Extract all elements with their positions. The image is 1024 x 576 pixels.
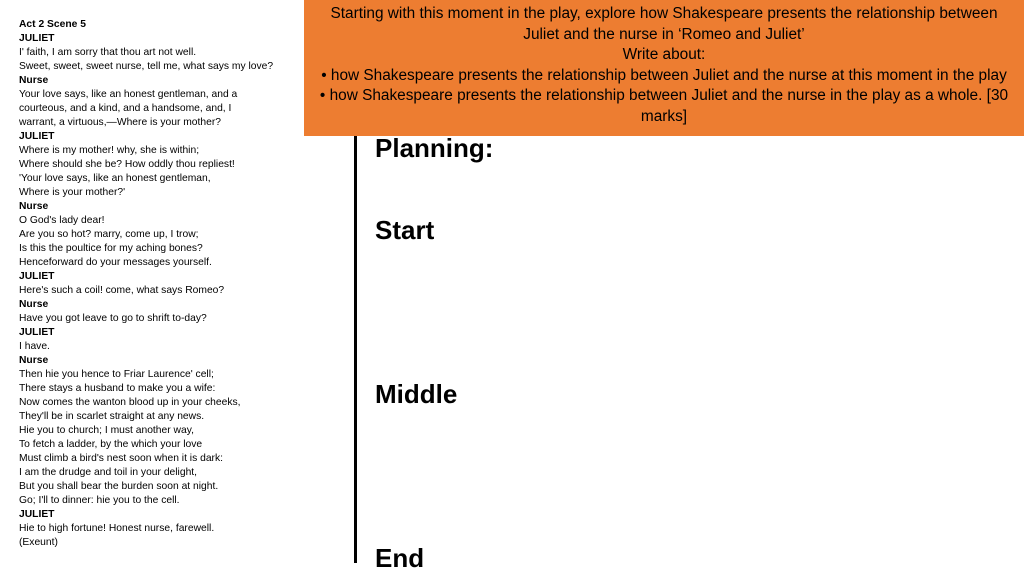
middle-heading: Middle — [375, 379, 458, 409]
script-line: Where should she be? How oddly thou repliest! — [19, 159, 235, 170]
script-line: There stays a husband to make you a wife: — [19, 383, 216, 394]
script-line: Nurse — [19, 299, 49, 310]
script-line: To fetch a ladder, by the which your love — [19, 439, 203, 450]
question-line: Juliet and the nurse in ‘Romeo and Juliet’ — [523, 25, 805, 43]
script-line: Must climb a bird's nest soon when it is dark: — [19, 453, 223, 464]
script-line: I am the drudge and toil in your delight, — [19, 467, 198, 478]
script-line: Is this the poultice for my aching bones? — [19, 243, 203, 254]
planning-heading: Planning: — [375, 133, 494, 163]
script-line: Go; I'll to dinner: hie you to the cell. — [19, 495, 180, 506]
question-line: Write about: — [622, 46, 706, 63]
script-line: Then hie you hence to Friar Laurence' cell; — [19, 369, 214, 380]
question-line: Starting with this moment in the play, explore how Shakespeare presents the relationship between — [330, 5, 998, 22]
script-line: Nurse — [19, 201, 49, 212]
script-line: Where is my mother! why, she is within; — [19, 145, 200, 156]
script-line: JULIET — [19, 271, 55, 282]
script-line: I' faith, I am sorry that thou art not well. — [19, 47, 197, 58]
question-line: • how Shakespeare presents the relationship between Juliet and the nurse in the play as a whole. [30 — [319, 87, 1009, 104]
script-line: Have you got leave to go to shrift to-day? — [19, 313, 207, 324]
script-line: Sweet, sweet, sweet nurse, tell me, what says my love? — [19, 61, 274, 72]
start-heading: Start — [375, 215, 435, 245]
play-extract — [19, 18, 304, 550]
script-line: 'Your love says, like an honest gentleman, — [19, 173, 211, 184]
script-line: Here's such a coil! come, what says Romeo? — [19, 285, 225, 296]
question-line: marks] — [640, 107, 688, 125]
script-line: Are you so hot? marry, come up, I trow; — [19, 229, 199, 240]
script-line: Where is your mother?' — [19, 187, 126, 198]
end-heading: End — [375, 543, 425, 573]
script-line: JULIET — [19, 327, 55, 338]
script-line: I have. — [19, 341, 50, 352]
script-line: JULIET — [19, 131, 55, 142]
script-line: Henceforward do your messages yourself. — [19, 257, 212, 268]
script-line: courteous, and a kind, and a handsome, and, I — [19, 103, 232, 114]
vertical-divider — [354, 136, 357, 563]
question-line: • how Shakespeare presents the relationship between Juliet and the nurse at this moment in the play — [321, 66, 1007, 84]
script-line: Now comes the wanton blood up in your cheeks, — [19, 397, 241, 408]
script-line: Hie to high fortune! Honest nurse, farewell. — [19, 523, 215, 534]
script-line: O God's lady dear! — [19, 215, 105, 226]
script-line: But you shall bear the burden soon at night. — [19, 481, 219, 492]
script-line: Hie you to church; I must another way, — [19, 425, 194, 436]
question-box — [304, 0, 1024, 136]
script-line: Nurse — [19, 75, 49, 86]
script-line: Nurse — [19, 355, 49, 366]
script-line: JULIET — [19, 509, 55, 520]
script-line: Your love says, like an honest gentleman, and a — [19, 89, 238, 100]
script-line: They'll be in scarlet straight at any news. — [19, 411, 205, 422]
script-line: JULIET — [19, 33, 55, 44]
script-line: Act 2 Scene 5 — [19, 19, 86, 30]
script-line: (Exeunt) — [19, 537, 58, 548]
script-line: warrant, a virtuous,—Where is your mother? — [19, 117, 222, 128]
